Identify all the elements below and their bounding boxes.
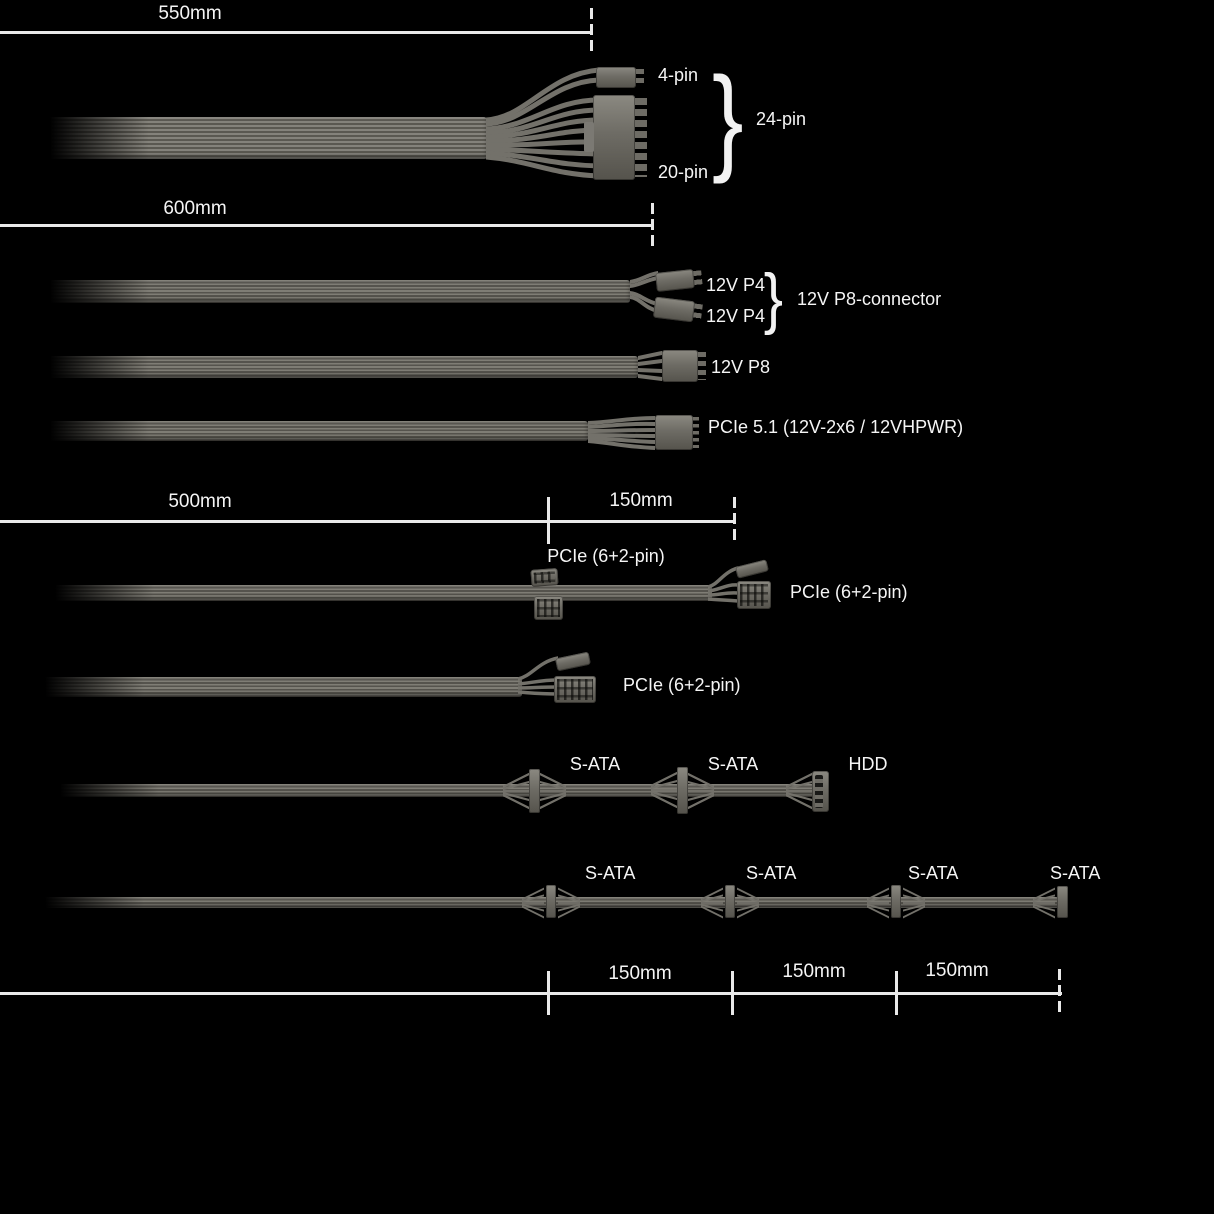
connector-pin-grid bbox=[740, 584, 768, 606]
sata-wire-fan bbox=[701, 883, 723, 922]
label-24pin: 24-pin bbox=[756, 109, 807, 129]
pcie-sense-connector bbox=[735, 559, 769, 578]
pcie-end-connector bbox=[737, 581, 771, 609]
curly-brace-icon: } bbox=[711, 53, 744, 185]
label-12v-p8: 12V P8 bbox=[711, 357, 771, 377]
cable-fade bbox=[44, 583, 154, 603]
connector-pins bbox=[693, 417, 699, 448]
ruler-label-500mm: 500mm bbox=[168, 491, 232, 512]
connector-pins bbox=[635, 98, 647, 177]
label-sata-2: S-ATA bbox=[746, 863, 797, 883]
label-12v-p4-bottom: 12V P4 bbox=[706, 306, 766, 326]
label-4pin: 4-pin bbox=[658, 65, 699, 85]
connector-pins bbox=[698, 352, 706, 380]
ruler-label-150mm-1: 150mm bbox=[608, 963, 672, 984]
sata-connector-4 bbox=[1057, 886, 1068, 918]
sata-connector-1 bbox=[529, 769, 540, 813]
ruler-line-500mm bbox=[0, 520, 736, 523]
ruler-end-tick bbox=[1058, 969, 1061, 1017]
ruler-label-150mm: 150mm bbox=[609, 490, 673, 511]
label-pcie-end: PCIe (6+2-pin) bbox=[790, 582, 908, 602]
cable-fade bbox=[39, 354, 149, 380]
p8-connector bbox=[662, 350, 698, 382]
ruler-tick-1 bbox=[547, 971, 550, 1015]
cable-fade bbox=[39, 419, 149, 443]
pcie-sense-connector bbox=[555, 652, 591, 672]
sata-wire-fan bbox=[737, 883, 759, 922]
connector-pin-grid bbox=[557, 679, 593, 700]
pcie-mid-connector-top bbox=[530, 568, 558, 587]
atx-4pin-connector bbox=[596, 67, 636, 88]
label-sata-4: S-ATA bbox=[1050, 863, 1101, 883]
sata-wire-fan bbox=[558, 883, 580, 922]
ruler-label-150mm-2: 150mm bbox=[782, 961, 846, 982]
label-sata-2: S-ATA bbox=[707, 754, 759, 774]
pcie-mid-connector-bottom bbox=[534, 596, 563, 620]
cable-fade bbox=[34, 675, 144, 699]
ruler-label-550mm: 550mm bbox=[158, 3, 222, 24]
connector-latch bbox=[584, 122, 594, 152]
ruler-label-600mm: 600mm bbox=[163, 198, 227, 219]
ruler-line-600mm bbox=[0, 224, 654, 227]
ruler-label-150mm-3: 150mm bbox=[925, 960, 989, 981]
ruler-line-bottom bbox=[0, 992, 1062, 995]
label-sata-1: S-ATA bbox=[585, 863, 636, 883]
sata-connector-2 bbox=[725, 885, 735, 918]
connector-pins bbox=[693, 270, 703, 286]
sata-connector-3 bbox=[891, 885, 901, 918]
pcie-single-cable bbox=[35, 677, 522, 697]
label-pcie-mid: PCIe (6+2-pin) bbox=[547, 546, 665, 566]
connector-pin-grid bbox=[537, 599, 560, 617]
hdd-connector bbox=[812, 771, 829, 812]
connector-pin-grid bbox=[534, 571, 556, 583]
ruler-tick-3 bbox=[895, 971, 898, 1015]
label-sata-1: S-ATA bbox=[569, 754, 621, 774]
ruler-line-550mm bbox=[0, 31, 592, 34]
connector-pins bbox=[636, 69, 644, 86]
p8-cable bbox=[40, 356, 638, 378]
cpu-p4-connector-bottom bbox=[653, 297, 695, 323]
sata-wire-fan bbox=[688, 768, 714, 814]
ruler-mid-tick bbox=[547, 497, 550, 544]
sata-wire-fan bbox=[522, 883, 544, 922]
sata-wire-fan bbox=[867, 883, 889, 922]
ruler-end-tick bbox=[651, 203, 654, 249]
pcie51-wire-fan bbox=[588, 410, 655, 454]
label-pcie51: PCIe 5.1 (12V-2x6 / 12VHPWR) bbox=[708, 417, 964, 437]
sata-wire-fan bbox=[1033, 883, 1055, 922]
label-hdd: HDD bbox=[848, 754, 888, 774]
connector-pins bbox=[693, 304, 703, 322]
label-12v-p8-connector: 12V P8-connector bbox=[797, 289, 942, 309]
label-12v-p4-top: 12V P4 bbox=[706, 275, 766, 295]
curly-brace-icon: } bbox=[763, 260, 784, 336]
cpu-cable bbox=[40, 280, 630, 303]
cpu-p4-connector-top bbox=[655, 269, 695, 292]
atx-20pin-connector bbox=[593, 95, 635, 180]
ruler-tick-2 bbox=[731, 971, 734, 1015]
pcie51-cable bbox=[40, 421, 588, 441]
label-20pin: 20-pin bbox=[658, 162, 709, 182]
pcie51-connector bbox=[655, 415, 693, 450]
sata-connector-1 bbox=[546, 885, 556, 918]
cable-fade bbox=[49, 782, 159, 799]
cable-fade bbox=[39, 278, 149, 305]
label-sata-3: S-ATA bbox=[908, 863, 959, 883]
pcie-daisy-cable bbox=[45, 585, 712, 601]
pcie-single-wire-fan bbox=[518, 650, 558, 704]
atx-cable bbox=[40, 117, 487, 159]
ruler-end-tick bbox=[590, 8, 593, 56]
atx-wire-fan bbox=[486, 60, 599, 186]
ruler-end-tick bbox=[733, 497, 736, 545]
sata-wire-fan bbox=[903, 883, 925, 922]
p8-wire-fan bbox=[638, 347, 662, 385]
sata-connector-2 bbox=[677, 767, 688, 814]
sata-wire-fan bbox=[540, 768, 566, 814]
pcie-single-connector bbox=[554, 676, 596, 703]
cable-fade bbox=[39, 115, 149, 161]
hdd-wire-fan bbox=[786, 768, 812, 814]
label-pcie-single: PCIe (6+2-pin) bbox=[623, 675, 741, 695]
connector-holes bbox=[815, 775, 823, 808]
sata-wire-fan bbox=[503, 768, 529, 814]
pcie-end-wire-fan bbox=[708, 558, 738, 610]
sata-wire-fan bbox=[651, 767, 677, 813]
cable-fade bbox=[34, 895, 144, 910]
